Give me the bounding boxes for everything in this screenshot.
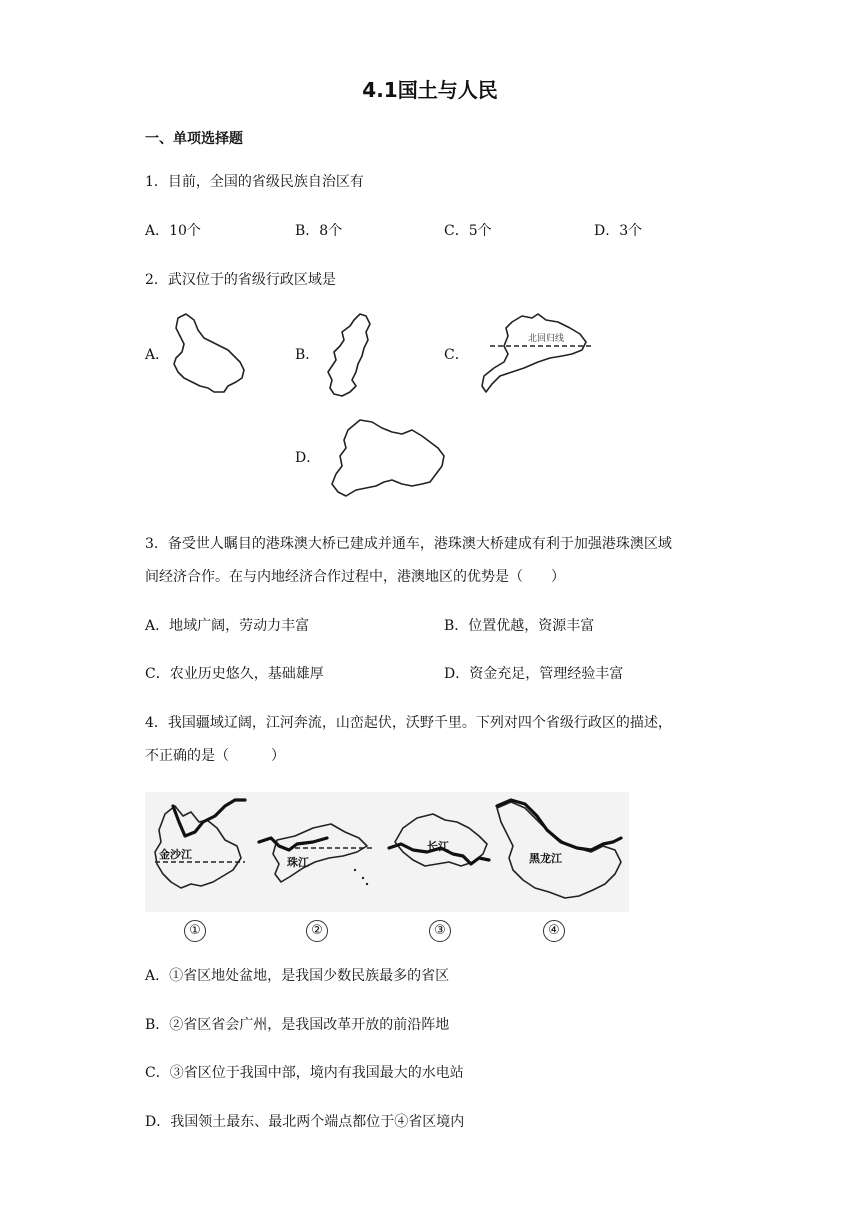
- q2-option-b[interactable]: B．: [295, 347, 320, 363]
- q2-option-a[interactable]: A．: [145, 347, 170, 363]
- q3-option-d[interactable]: D．资金充足，管理经验丰富: [444, 666, 624, 682]
- map-2-label: 珠江: [287, 856, 309, 869]
- q1-option-c[interactable]: C．5个: [444, 223, 492, 239]
- map-2-pearl-river: [259, 838, 327, 850]
- q4-option-d[interactable]: D．我国领土最东、最北两个端点都位于④省区境内: [145, 1114, 465, 1130]
- map-1-yunnan-outline: [155, 806, 241, 888]
- page-title: 4.1国土与人民: [362, 78, 498, 102]
- q4-option-a[interactable]: A．①省区地处盆地，是我国少数民族最多的省区: [145, 968, 450, 984]
- q3-option-a[interactable]: A．地域广阔，劳动力丰富: [145, 618, 310, 634]
- map-number-2: ②: [306, 920, 328, 942]
- map-number-3: ③: [429, 920, 451, 942]
- question-2-stem: 2．武汉位于的省级行政区域是: [145, 272, 336, 288]
- map-number-4: ④: [543, 920, 565, 942]
- map-1-label: 金沙江: [159, 848, 192, 861]
- map-4-label: 黑龙江: [529, 852, 562, 865]
- question-4-stem-line-1: 4．我国疆域辽阔，江河奔流，山峦起伏，沃野千里。下列对四个省级行政区的描述，: [145, 715, 672, 731]
- q3-option-b[interactable]: B．位置优越，资源丰富: [444, 618, 595, 634]
- map-4-heilong-river: [497, 800, 621, 850]
- question-3-stem-line-1: 3．备受世人瞩目的港珠澳大桥已建成并通车，港珠澳大桥建成有利于加强港珠澳区域: [145, 536, 672, 552]
- province-maps-figure: [145, 792, 629, 912]
- q4-option-c[interactable]: C．③省区位于我国中部，境内有我国最大的水电站: [145, 1065, 464, 1081]
- map-number-1: ①: [184, 920, 206, 942]
- q3-option-c[interactable]: C．农业历史悠久，基础雄厚: [145, 666, 324, 682]
- q2-option-c[interactable]: C．: [444, 347, 469, 363]
- q2-option-d[interactable]: D．: [295, 450, 321, 466]
- question-3-stem-line-2: 间经济合作。在与内地经济合作过程中，港澳地区的优势是（ ）: [145, 569, 565, 585]
- map-guangdong-shape: [476, 310, 596, 400]
- q1-option-a[interactable]: A．10个: [145, 223, 201, 239]
- question-4-stem-line-2: 不正确的是（ ）: [145, 748, 285, 764]
- map-3-label: 长江: [427, 840, 449, 853]
- map-shaanxi-shape: [322, 312, 378, 398]
- q4-option-b[interactable]: B．②省区省会广州，是我国改革开放的前沿阵地: [145, 1017, 450, 1033]
- map-2-guangdong-outline: [273, 824, 367, 882]
- section-heading: 一、单项选择题: [145, 131, 243, 147]
- tropic-of-cancer-label: 北回归线: [528, 334, 565, 344]
- q1-option-b[interactable]: B．8个: [295, 223, 343, 239]
- map-heilongjiang-shape: [168, 312, 248, 396]
- map-1-jinsha-river: [173, 800, 245, 836]
- question-1-stem: 1．目前，全国的省级民族自治区有: [145, 174, 364, 190]
- q1-option-d[interactable]: D．3个: [594, 223, 643, 239]
- map-hubei-shape: [326, 412, 450, 502]
- province-maps-svg: [145, 792, 629, 912]
- map-4-heilongjiang-outline: [497, 802, 621, 898]
